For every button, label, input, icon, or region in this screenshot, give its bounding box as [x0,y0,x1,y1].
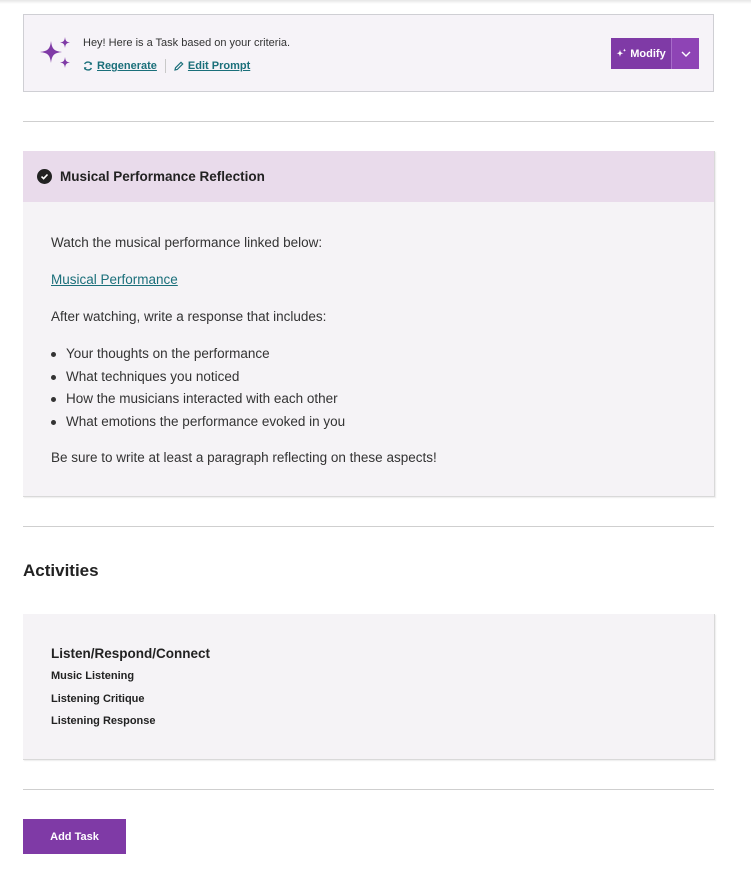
add-task-button[interactable]: Add Task [23,819,126,854]
task-instruction: After watching, write a response that includes: [51,309,327,324]
sparkle-icon [616,48,627,59]
sparkles-icon [37,35,73,71]
edit-prompt-link[interactable] [174,60,250,72]
list-item: What techniques you noticed [51,369,345,392]
list-item: Your thoughts on the performance [51,346,345,369]
activities-card [23,614,715,760]
ai-actions [83,59,250,73]
chevron-down-icon [681,51,691,57]
regenerate-label: Regenerate [97,60,157,72]
task-bullet-list [51,346,345,436]
refresh-icon [83,61,93,71]
ai-message: Hey! Here is a Task based on your criteria. [83,37,291,49]
task-title: Musical Performance Reflection [60,169,265,184]
list-item: What emotions the performance evoked in you [51,414,345,437]
performance-link[interactable]: Musical Performance [51,272,178,287]
list-item: How the musicians interacted with each other [51,391,345,414]
modify-dropdown-toggle[interactable] [671,38,699,69]
activity-item: Listening Critique [51,693,145,705]
activity-item: Music Listening [51,670,135,682]
link-separator [165,59,166,73]
task-header[interactable] [23,151,714,202]
task-card [23,151,715,497]
top-shadow [0,0,751,4]
section-divider [23,526,714,527]
pencil-icon [174,61,184,71]
modify-button-group [611,38,699,69]
task-closing: Be sure to write at least a paragraph reflecting on these aspects! [51,450,437,465]
edit-prompt-label: Edit Prompt [187,60,251,72]
regenerate-link[interactable] [83,60,157,72]
section-divider [23,789,714,790]
activities-heading: Activities [23,561,99,580]
modify-label: Modify [630,47,666,60]
modify-button[interactable] [611,38,671,69]
task-intro: Watch the musical performance linked below: [51,235,323,250]
activity-category: Listen/Respond/Connect [51,646,211,661]
check-circle-icon [37,169,52,184]
activity-item: Listening Response [51,715,156,727]
section-divider [23,121,714,122]
ai-suggestion-banner [23,14,714,92]
